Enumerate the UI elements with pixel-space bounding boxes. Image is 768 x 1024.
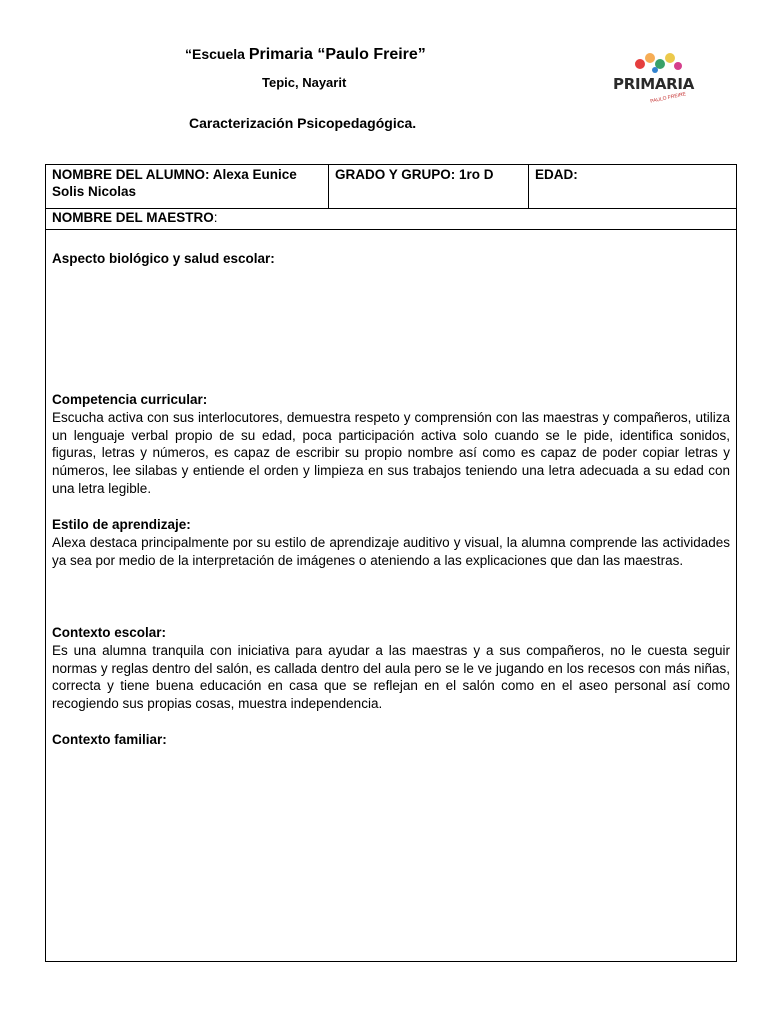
- teacher-label: NOMBRE DEL MAESTRO: [52, 210, 214, 225]
- document-title: Caracterización Psicopedagógica.: [189, 115, 417, 131]
- section-learning-style: [52, 516, 730, 569]
- section-body: Escucha activa con sus interlocutores, demuestra respeto y comprensión con las maestras y compañeros, utiliza un lenguaje verbal propio de su edad, poca participación activa solo cuando se le pide, identifica sonidos, figuras, letras y números, es capaz de escribir su propio nombre así como es capaz de poder copiar letras y números, lee silabas y entiende el orden y limpieza en sus trabajos teniendo una letra adecuada a su edad con una letra legible.: [52, 409, 730, 496]
- section-body: Es una alumna tranquila con iniciativa para ayudar a las maestras y a sus compañeros, no le cuesta seguir normas y reglas dentro del salón, es callada dentro del aula pero se le ve jugando en los recesos con más niñas, correcta y tiene buena educación en casa que se reflejan en el salón como en el aseo personal así como recogiendo sus propias cosas, muestra independencia.: [52, 642, 730, 712]
- grade-group-cell: GRADO Y GRUPO: 1ro D: [329, 165, 529, 208]
- section-title: Contexto familiar:: [52, 732, 167, 747]
- section-title: Competencia curricular:: [52, 392, 208, 407]
- school-location: Tepic, Nayarit: [262, 75, 347, 90]
- school-title: [185, 46, 426, 64]
- section-school-context: [52, 624, 730, 713]
- teacher-colon: :: [213, 210, 218, 225]
- school-logo: [608, 50, 708, 112]
- section-curricular-competence: [52, 391, 730, 498]
- flowers-icon: [630, 50, 690, 78]
- section-title: Contexto escolar:: [52, 625, 167, 640]
- student-form-table: [45, 164, 737, 962]
- logo-subtext: PAULO FREIRE: [649, 91, 687, 105]
- logo-word: PRIMARIA: [613, 75, 695, 93]
- student-name-cell: NOMBRE DEL ALUMNO: Alexa Eunice Solis Nicolas: [46, 165, 329, 208]
- student-info-row: [46, 165, 736, 209]
- section-family-context: [52, 731, 730, 749]
- teacher-row: [46, 208, 736, 230]
- section-biological-health: [52, 250, 730, 268]
- school-name: Primaria “Paulo Freire”: [248, 46, 426, 63]
- school-prefix: “Escuela: [185, 46, 249, 62]
- age-cell: EDAD:: [535, 167, 578, 182]
- section-title: Estilo de aprendizaje:: [52, 517, 191, 532]
- section-body: Alexa destaca principalmente por su estilo de aprendizaje auditivo y visual, la alumna comprende las actividades ya sea por medio de la interpretación de imágenes o ateniendo a las explicaciones que dan las maestras.: [52, 534, 730, 568]
- section-title: Aspecto biológico y salud escolar:: [52, 251, 275, 266]
